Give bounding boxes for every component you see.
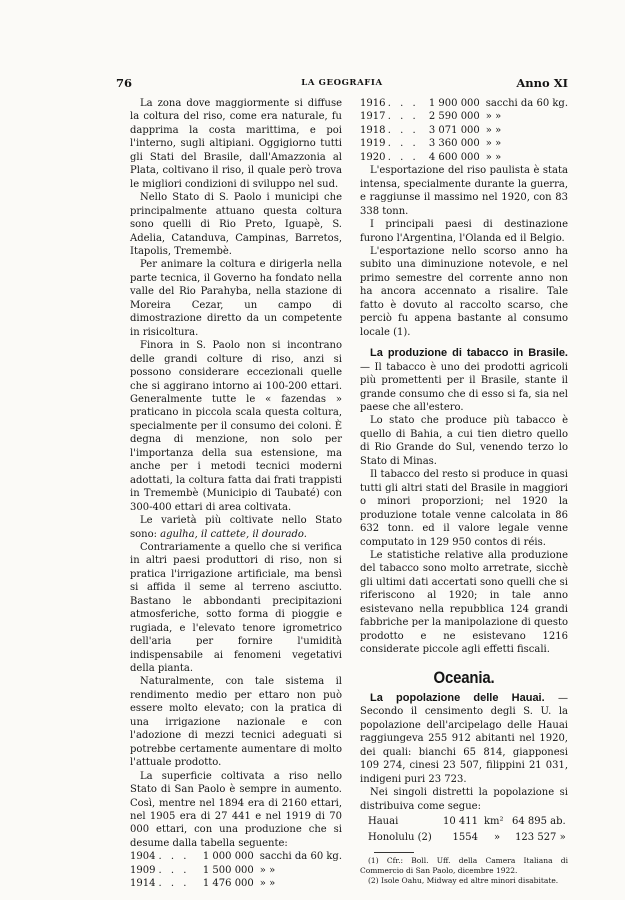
table-year: 1919 xyxy=(360,138,386,150)
journal-title: LA GEOGRAFIA xyxy=(301,78,383,88)
table-amount: 3 071 000 xyxy=(428,124,480,136)
table-row xyxy=(360,110,568,123)
right-column xyxy=(360,97,568,886)
section-hawaii xyxy=(360,692,568,786)
section-title: La popolazione delle Hauai. xyxy=(370,692,545,705)
district-table xyxy=(360,813,568,846)
running-header xyxy=(116,75,568,91)
table-row xyxy=(360,137,568,150)
section-tobacco xyxy=(360,347,568,414)
table-unit: » » xyxy=(485,111,502,123)
paragraph: Finora in S. Paolo non si incontrano delle grandi colture di riso, anzi si possono considerare eccezionali quelle che si aggirano intorno ai 100-200 ettari. Generalmente tutte le « fazendas » praticano in piccola scala questa coltura, specialmente per il consumo dei coloni. È degna di menzione, non solo per l'importanza della sua estensione, ma anche per i metodi tecnici moderni adottati, la coltura fatta dai frati trappisti in Tremembè (Municipio di Taubaté) con 300-400 ettari di area coltivata. xyxy=(130,340,342,513)
footnote: (1) Cfr.: Boll. Uff. della Camera Italiana di Commercio di San Paolo, dicembre 1922. xyxy=(360,856,568,876)
table-dots: . . . xyxy=(387,111,419,123)
paragraph: Lo stato che produce più tabacco è quello di Bahia, a cui tien dietro quello di Rio Grande do Sul, venendo terzo lo Stato di Minas. xyxy=(360,415,568,467)
table-amount: 1 000 000 xyxy=(202,851,254,863)
table-amount: 1 476 000 xyxy=(202,878,254,890)
table-year: 1914 xyxy=(130,878,156,890)
table-amount: 1 500 000 xyxy=(202,864,254,876)
table-row xyxy=(130,877,342,890)
table-row xyxy=(362,831,566,844)
table-row xyxy=(360,124,568,137)
district-population: 64 895 ab. xyxy=(512,816,566,828)
paragraph-text: — Secondo il censimento degli S. U. la popolazione dell'arcipelago delle Hauai raggiungeva 255 912 abitanti nel 1920, dei quali: bianchi 65 814, giapponesi 109 274, cinesi 23 507, filippini 21 031, indigeni puri 23 723. xyxy=(360,693,568,785)
table-dots: . . . xyxy=(158,851,190,863)
paragraph: Naturalmente, con tale sistema il rendimento medio per ettaro non può essere molto elevato; con la pratica di una irrigazione nazionale e con l'adozione di mezzi tecnici adeguati si potrebbe certamente aumentare di molto l'attuale prodotto. xyxy=(130,676,342,769)
table-amount: 1 900 000 xyxy=(428,98,480,109)
district-area-unit: » xyxy=(493,831,501,843)
paragraph xyxy=(130,514,342,541)
table-year: 1916 xyxy=(360,98,386,109)
paragraph: Contrariamente a quello che si verifica in altri paesi produttori di riso, non si pratica l'irrigazione artificiale, ma bensì si affida il seme al terreno asciutto. Bastano le abbondanti precipitazioni atmosferiche, sotto forma di pioggie e rugiada, e l'elevato tenore igrometrico dell'aria per fornire l'umidità indispensabile ai fenomeni vegetativi della pianta. xyxy=(130,541,342,675)
table-unit: » » xyxy=(259,878,276,890)
table-unit: sacchi da 60 kg. xyxy=(259,851,342,863)
paragraph: Il tabacco del resto si produce in quasi tutti gli altri stati del Brasile in maggiori o minori proporzioni; nel 1920 la produzione totale venne calcolata in 86 632 tonn. ed il valore legale venne computato in 129 950 contos di réis. xyxy=(360,469,568,548)
table-row xyxy=(360,151,568,164)
table-row xyxy=(360,97,568,110)
district-area-unit: km² xyxy=(484,816,504,828)
year-label: Anno XI xyxy=(516,76,568,90)
district-population: 123 527 » xyxy=(515,831,566,843)
table-year: 1904 xyxy=(130,851,156,863)
table-year: 1918 xyxy=(360,124,386,136)
paragraph-text: Le varietà più coltivate nello Stato sono: xyxy=(130,515,342,540)
district-name: Hauai xyxy=(368,816,399,828)
region-heading: Oceania. xyxy=(433,667,495,687)
paragraph: Le statistiche relative alla produzione del tabacco sono molto arretrate, sicchè gli ultimi dati accertati sono quelli che si riferiscono al 1920; in tale anno esistevano nella repubblica 124 grandi fabbriche per la manipolazione di questo prodotto e ne esistevano 1216 considerate piccole agli effetti fiscali. xyxy=(360,549,568,656)
rice-varieties: agulha, il cattete, il dourado. xyxy=(160,528,307,540)
table-row xyxy=(362,815,566,828)
paragraph: L'esportazione nello scorso anno ha subito una diminuzione notevole, e nel primo semestre del corrente anno non ha ancora accennato a risalire. Tale fatto è dovuto al raccolto scarso, che perciò fu appena bastante al consumo locale (1). xyxy=(360,245,568,338)
footnote: (2) Isole Oahu, Midway ed altre minori disabitate. xyxy=(368,876,559,886)
table-dots: . . . xyxy=(158,864,190,876)
table-amount: 4 600 000 xyxy=(428,151,480,163)
footnote-divider xyxy=(374,852,414,853)
table-unit: » » xyxy=(259,864,276,876)
table-dots: . . . xyxy=(387,138,419,150)
table-dots: . . . xyxy=(387,124,419,136)
table-unit: sacchi da 60 kg. xyxy=(485,98,568,109)
paragraph: Nello Stato di S. Paolo i municipi che principalmente attuano questa coltura sono quelli di Rio Preto, Iguapè, S. Adelia, Catanduva, Campinas, Barretos, Itapolis, Tremembè. xyxy=(130,192,342,257)
table-amount: 2 590 000 xyxy=(428,111,480,123)
page-number: 76 xyxy=(116,76,133,90)
paragraph: La superficie coltivata a riso nello Stato di San Paolo è sempre in aumento. Così, mentre nel 1894 era di 2160 ettari, nel 1905 era di 27 441 e nel 1919 di 70 000 ettari, con una produzione che si desume dalla tabella seguente: xyxy=(130,770,342,849)
table-year: 1909 xyxy=(130,864,156,876)
table-dots: . . . xyxy=(387,98,419,109)
paragraph: L'esportazione del riso paulista è stata intensa, specialmente durante la guerra, e raggiunse il massimo nel 1920, con 83 338 tonn. xyxy=(360,165,568,217)
rice-production-table-part1 xyxy=(130,850,342,890)
table-dots: . . . xyxy=(158,878,190,890)
district-name: Honolulu (2) xyxy=(368,831,432,843)
table-amount: 3 360 000 xyxy=(428,138,480,150)
table-unit: » » xyxy=(485,124,502,136)
left-column xyxy=(130,97,342,891)
table-row xyxy=(130,850,342,863)
district-area: 10 411 xyxy=(443,816,478,828)
table-year: 1917 xyxy=(360,111,386,123)
district-area: 1554 xyxy=(452,831,478,843)
paragraph: I principali paesi di destinazione furono l'Argentina, l'Olanda ed il Belgio. xyxy=(360,219,568,244)
paragraph: La zona dove maggiormente si diffuse la coltura del riso, come era naturale, fu dapprima la costa marittima, e poi l'interno, sugli altipiani. Oggigiorno tutti gli Stati del Brasile, dall'Amazzonia al Plata, coltivano il riso, il quale però trova le migliori condizioni di sviluppo nel sud. xyxy=(130,98,342,190)
paragraph: Per animare la coltura e dirigerla nella parte tecnica, il Governo ha fondato nella valle del Rio Parahyba, nella stazione di Moreira Cezar, un campo di dimostrazione diretto da un competente in risicoltura. xyxy=(130,259,342,338)
table-unit: » » xyxy=(485,138,502,150)
table-year: 1920 xyxy=(360,151,386,163)
paragraph: Nei singoli distretti la popolazione si distribuiva come segue: xyxy=(360,787,568,812)
table-dots: . . . xyxy=(387,151,419,163)
table-unit: » » xyxy=(485,151,502,163)
section-title: La produzione di tabacco in Brasile. xyxy=(370,347,568,360)
paragraph-text: — Il tabacco è uno dei prodotti agricoli più promettenti per il Brasile, stante il grande consumo che di esso si fa, sia nel paese che all'estero. xyxy=(360,361,568,413)
table-row xyxy=(130,864,342,877)
rice-production-table-part2 xyxy=(360,97,568,164)
